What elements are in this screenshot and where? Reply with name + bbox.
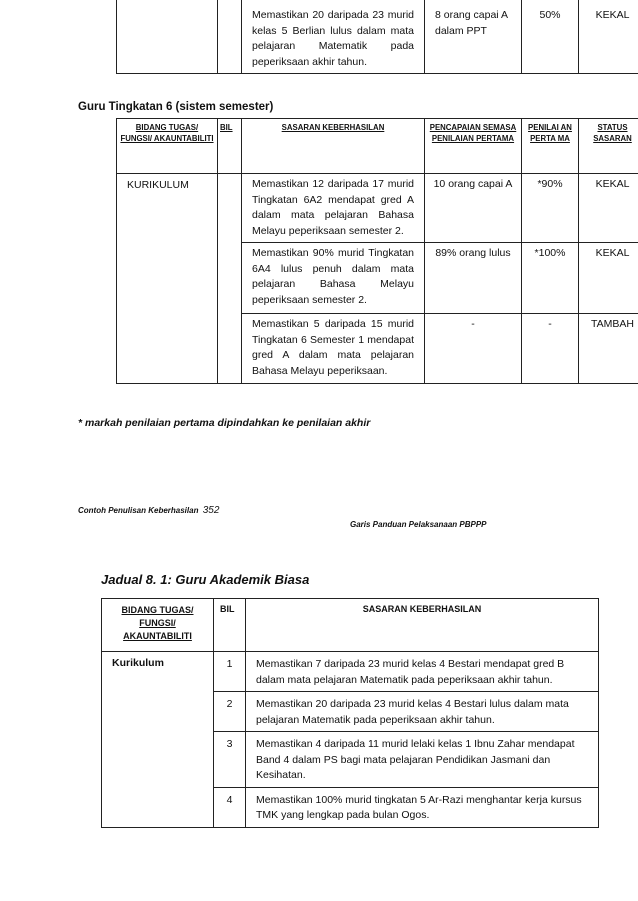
pencapaian-cell: - [425,314,522,384]
jadual-table [101,598,599,828]
penilaian-cell: 50% [522,0,579,74]
footnote: * markah penilaian pertama dipindahkan ke penilaian akhir [78,417,371,429]
table-header-row [117,119,638,174]
sasaran-cell: Memastikan 12 daripada 17 murid Tingkatan 6A2 mendapat gred A dalam mata pelajaran Bahasa Melayu peperiksaan semester 2. [242,174,425,243]
table-row [117,0,638,74]
table-header-row [102,599,599,652]
pencapaian-cell: 89% orang lulus [425,243,522,314]
sasaran-cell: Memastikan 20 daripada 23 murid kelas 4 Bestari lulus dalam mata pelajaran Matematik pada peperiksaan akhir tahun. [246,692,599,732]
header-bil: BIL [214,599,246,652]
penilaian-cell: - [522,314,579,384]
header-pencapaian: PENCAPAIAN SEMASA PENILAIAN PERTAMA [425,119,522,174]
pencapaian-cell: 10 orang capai A [425,174,522,243]
status-cell: KEKAL [579,0,638,74]
header-penilaian: PENILAI AN PERTA MA [522,119,579,174]
bil-cell: 3 [214,732,246,788]
bil-cell: 4 [214,787,246,827]
penilaian-cell: *90% [522,174,579,243]
sasaran-cell: Memastikan 5 daripada 15 murid Tingkatan 6 Semester 1 mendapat gred A dalam mata pelajaran Bahasa Melayu peperiksaan. [242,314,425,384]
footer-right: Garis Panduan Pelaksanaan PBPPP [350,520,487,529]
sasaran-cell: Memastikan 90% murid Tingkatan 6A4 lulus penuh dalam mata pelajaran Bahasa Melayu peperiksaan semester 2. [242,243,425,314]
header-sasaran: SASARAN KEBERHASILAN [242,119,425,174]
bidang-cell: Kurikulum [102,652,214,828]
bidang-cell: KURIKULUM [117,174,218,384]
penilaian-cell: *100% [522,243,579,314]
sasaran-cell: Memastikan 7 daripada 23 murid kelas 4 Bestari mendapat gred B dalam mata pelajaran Matematik pada peperiksaan akhir tahun. [246,652,599,692]
bidang-cell [117,0,218,74]
continuation-table [116,0,638,74]
semester-table [116,118,638,384]
table-row [102,652,599,692]
bil-cell: 1 [214,652,246,692]
sasaran-cell: Memastikan 20 daripada 23 murid kelas 5 Berlian lulus dalam mata pelajaran Matematik pada peperiksaan akhir tahun. [242,0,425,74]
footer-left-label: Contoh Penulisan Keberhasilan [78,506,199,515]
sasaran-cell: Memastikan 100% murid tingkatan 5 Ar-Razi menghantar kerja kursus TMK yang lengkap pada bulan Ogos. [246,787,599,827]
header-sasaran: SASARAN KEBERHASILAN [246,599,599,652]
section-title: Guru Tingkatan 6 (sistem semester) [78,101,274,113]
sasaran-cell: Memastikan 4 daripada 11 murid lelaki kelas 1 Ibnu Zahar mendapat Band 4 dalam PS bagi mata pelajaran Pendidikan Jasmani dan Kesihatan. [246,732,599,788]
footer-left [78,505,219,516]
table-row [117,174,638,243]
status-cell: KEKAL [579,174,638,243]
header-bidang: BIDANG TUGAS/ FUNGSI/ AKAUNTABILITI [117,119,218,174]
header-bidang: BIDANG TUGAS/ FUNGSI/ AKAUNTABILITI [102,599,214,652]
pencapaian-cell: 8 orang capai A dalam PPT [425,0,522,74]
header-status: STATUS SASARAN [579,119,638,174]
status-cell: KEKAL [579,243,638,314]
bil-cell [218,174,242,384]
bil-cell: 2 [214,692,246,732]
page-number: 352 [202,505,220,516]
bil-cell [218,0,242,74]
header-bil: BIL [218,119,242,174]
status-cell: TAMBAH [579,314,638,384]
jadual-title: Jadual 8. 1: Guru Akademik Biasa [101,572,310,587]
